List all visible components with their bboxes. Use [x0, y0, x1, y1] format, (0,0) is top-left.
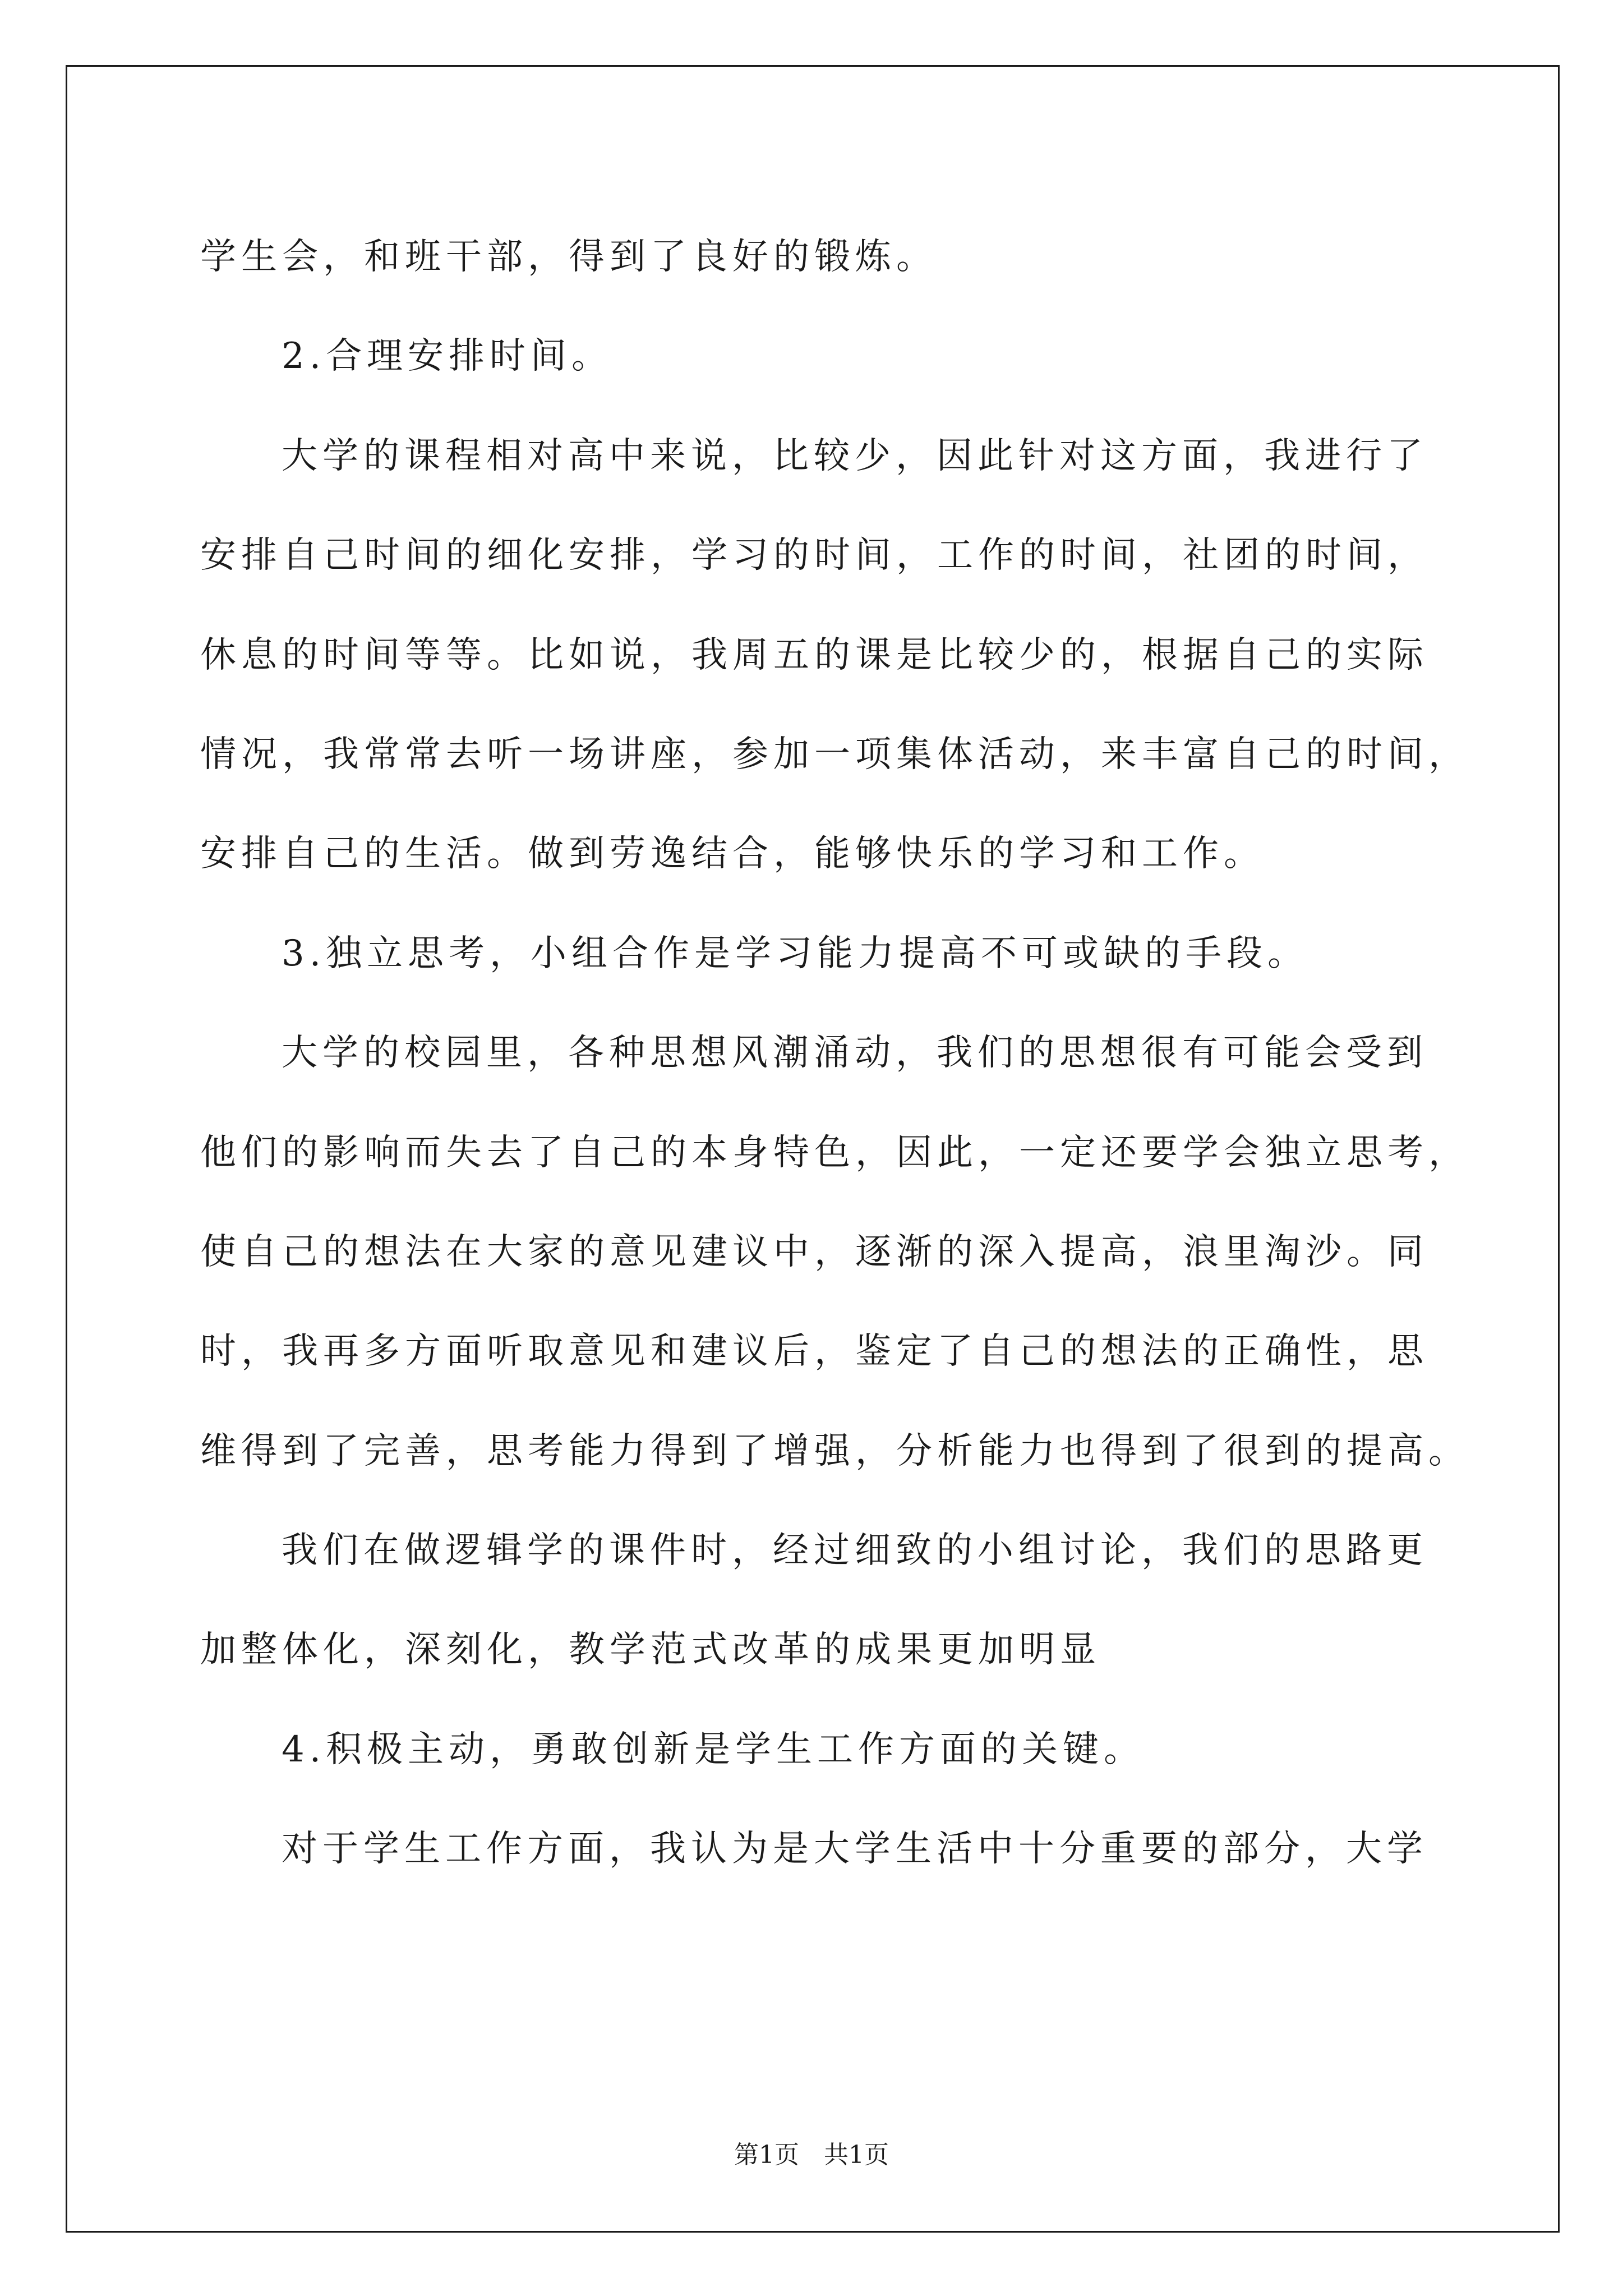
text-line: 情况，我常常去听一场讲座，参加一项集体活动，来丰富自己的时间， [200, 733, 1469, 775]
text-line: 学生会，和班干部，得到了良好的锻炼。 [200, 236, 937, 278]
text-line: 使自己的想法在大家的意见建议中，逐渐的深入提高，浪里淘沙。同 [200, 1231, 1428, 1273]
text-line: 大学的校园里，各种思想风潮涌动，我们的思想很有可能会受到 [282, 1032, 1428, 1074]
text-line: 大学的课程相对高中来说，比较少，因此针对这方面，我进行了 [282, 435, 1428, 477]
text-line: 对于学生工作方面，我认为是大学生活中十分重要的部分，大学 [282, 1828, 1428, 1870]
text-line: 时，我再多方面听取意见和建议后，鉴定了自己的想法的正确性，思 [200, 1331, 1428, 1373]
text-line: 安排自己的生活。做到劳逸结合，能够快乐的学习和工作。 [200, 833, 1265, 875]
text-line: 他们的影响而失去了自己的本身特色，因此，一定还要学会独立思考， [200, 1131, 1469, 1174]
page-number-footer: 第1页 共1页 [734, 2141, 889, 2169]
text-line: 加整体化，深刻化，教学范式改革的成果更加明显 [200, 1629, 1101, 1671]
section-heading: 2.合理安排时间。 [282, 335, 613, 378]
section-heading: 3.独立思考，小组合作是学习能力提高不可或缺的手段。 [282, 932, 1309, 974]
text-line: 休息的时间等等。比如说，我周五的课是比较少的，根据自己的实际 [200, 634, 1428, 676]
text-line: 我们在做逻辑学的课件时，经过细致的小组讨论，我们的思路更 [282, 1530, 1428, 1572]
text-line: 安排自己时间的细化安排，学习的时间，工作的时间，社团的时间， [200, 535, 1428, 577]
text-line: 维得到了完善，思考能力得到了增强，分析能力也得到了很到的提高。 [200, 1430, 1469, 1472]
document-body [200, 208, 1469, 1899]
section-heading: 4.积极主动，勇敢创新是学生工作方面的关键。 [282, 1728, 1145, 1770]
